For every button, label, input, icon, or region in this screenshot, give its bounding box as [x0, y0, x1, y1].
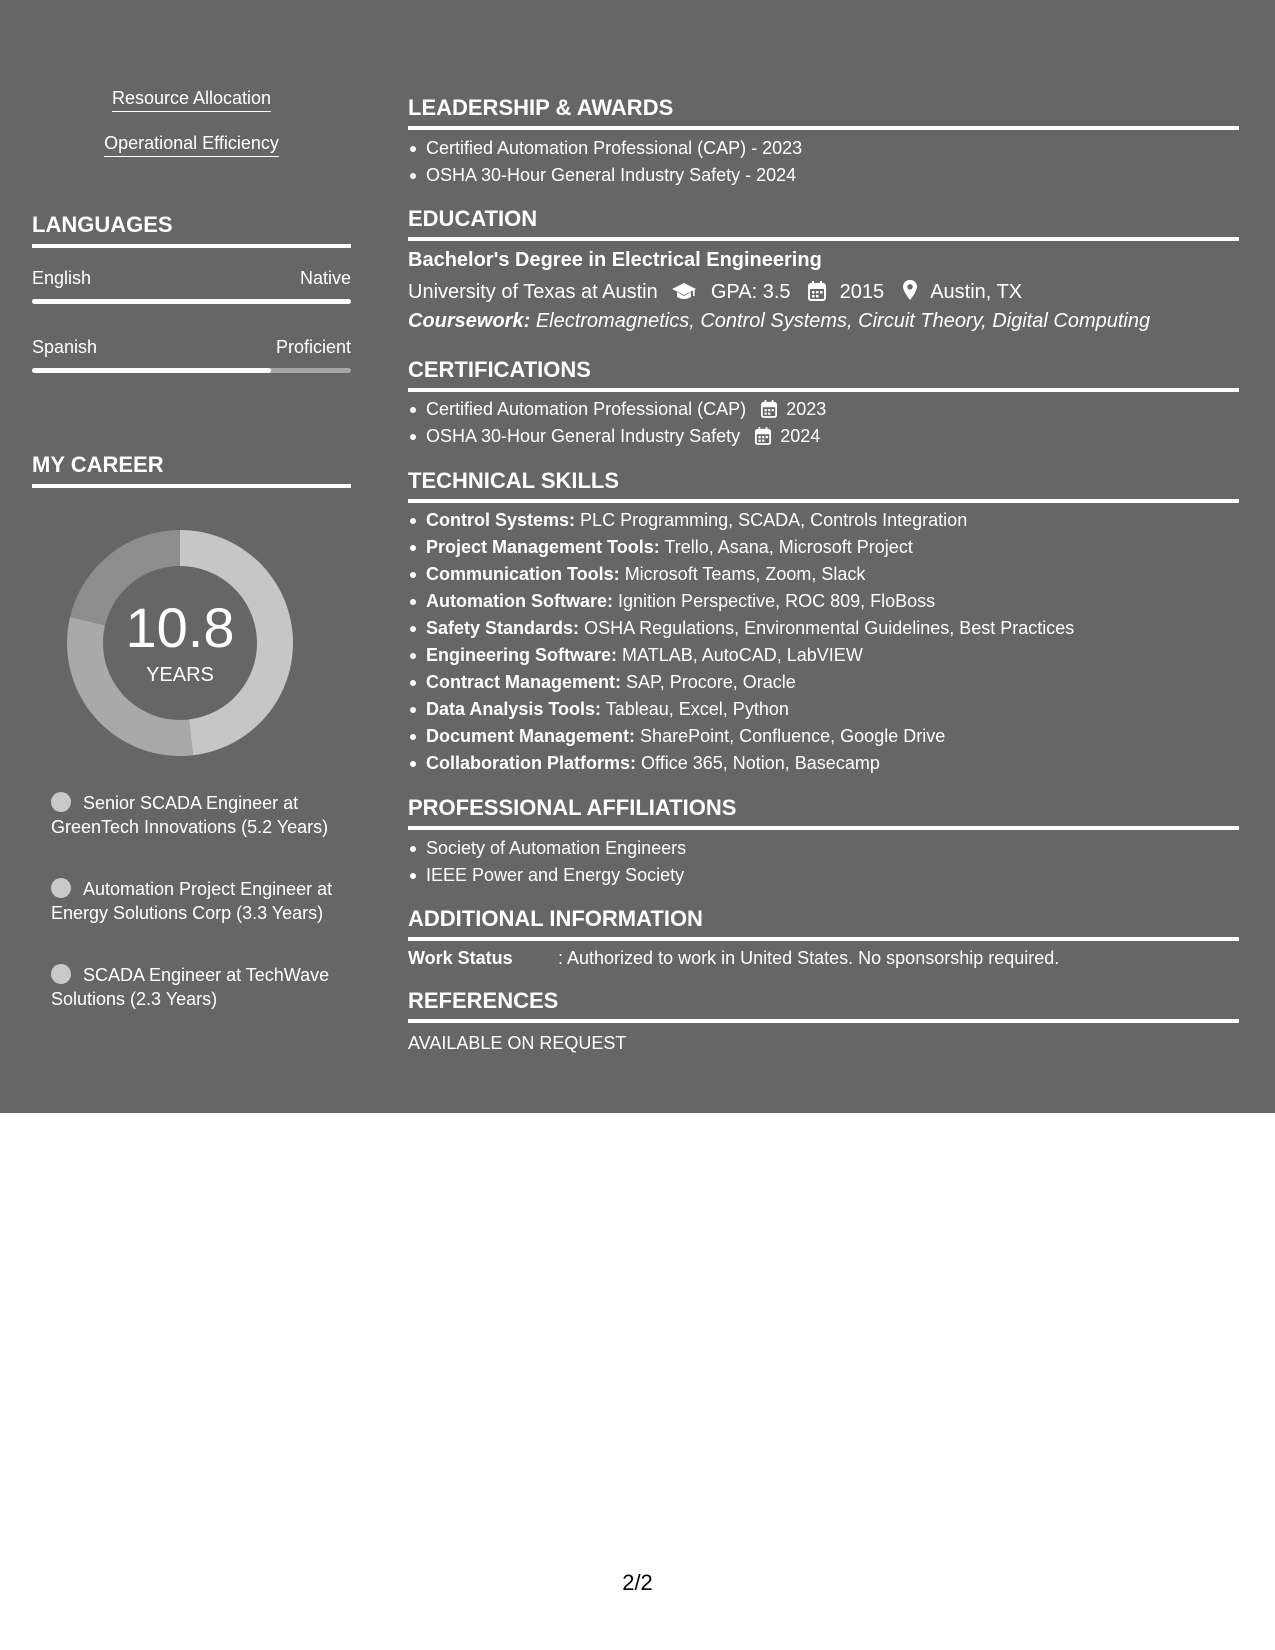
- language-bar-spanish: [32, 368, 351, 373]
- skill-category: Control Systems:: [426, 510, 576, 530]
- list-item: [426, 534, 1074, 561]
- list-item: [426, 696, 1074, 723]
- career-total-years: 10.8: [125, 596, 235, 659]
- education-heading: EDUCATION: [408, 206, 1239, 241]
- certification-name: Certified Automation Professional (CAP): [426, 399, 747, 419]
- skill-values: Ignition Perspective, ROC 809, FloBoss: [618, 591, 936, 611]
- career-legend-dot: [51, 964, 71, 984]
- list-item: [426, 396, 826, 423]
- work-status-label: Work Status: [408, 948, 513, 968]
- skill-category: Collaboration Platforms:: [426, 753, 637, 773]
- coursework-label: Coursework:: [408, 310, 531, 332]
- certification-name: OSHA 30-Hour General Industry Safety: [426, 426, 741, 446]
- skill-category: Document Management:: [426, 726, 636, 746]
- calendar-icon: [761, 400, 777, 418]
- school-location: Austin, TX: [930, 281, 1023, 303]
- career-total-unit: YEARS: [146, 664, 214, 686]
- calendar-icon: [755, 427, 771, 445]
- coursework: [408, 310, 1150, 333]
- career-item-text: Senior SCADA Engineer at GreenTech Innovations (5.2 Years): [51, 793, 329, 837]
- career-item-text: Automation Project Engineer at Energy Solutions Corp (3.3 Years): [51, 879, 333, 923]
- skill-label: Resource Allocation: [112, 88, 271, 112]
- list-item: OSHA 30-Hour General Industry Safety - 2024: [426, 162, 802, 189]
- skill-category: Project Management Tools:: [426, 537, 660, 557]
- certification-year: 2024: [780, 426, 821, 446]
- skill-values: Microsoft Teams, Zoom, Slack: [624, 564, 866, 584]
- language-bar-english: [32, 299, 351, 304]
- skill-category: Safety Standards:: [426, 618, 580, 638]
- languages-heading: LANGUAGES: [32, 212, 351, 248]
- skill-category: Communication Tools:: [426, 564, 620, 584]
- affiliations-heading: PROFESSIONAL AFFILIATIONS: [408, 795, 1239, 830]
- calendar-icon: [808, 281, 826, 301]
- language-level: Native: [299, 268, 351, 288]
- career-heading: MY CAREER: [32, 452, 351, 488]
- certifications-heading: CERTIFICATIONS: [408, 357, 1239, 392]
- gpa: GPA: 3.5: [710, 281, 791, 303]
- page-number: 2/2: [622, 1570, 653, 1595]
- list-item: Society of Automation Engineers: [426, 835, 686, 862]
- list-item: [426, 423, 826, 450]
- language-bar-fill: [32, 368, 271, 373]
- skill-values: Office 365, Notion, Basecamp: [641, 753, 880, 773]
- graduation-year: 2015: [839, 281, 885, 303]
- career-item-text: SCADA Engineer at TechWave Solutions (2.3 Years): [51, 965, 330, 1009]
- language-level: Proficient: [275, 337, 351, 357]
- graduation-cap-icon: [671, 281, 697, 301]
- list-item: [426, 642, 1074, 669]
- affiliations-list: [408, 835, 686, 889]
- skill-link-operational-efficiency[interactable]: [32, 133, 351, 154]
- career-legend-dot: [51, 792, 71, 812]
- skill-values: SharePoint, Confluence, Google Drive: [640, 726, 946, 746]
- coursework-list: Electromagnetics, Control Systems, Circuit Theory, Digital Computing: [535, 310, 1151, 332]
- leadership-heading: LEADERSHIP & AWARDS: [408, 95, 1239, 130]
- language-name: Spanish: [32, 337, 98, 357]
- technical-skills-list: [408, 507, 1074, 777]
- skill-link-resource-allocation[interactable]: [32, 88, 351, 109]
- skill-category: Automation Software:: [426, 591, 613, 611]
- skill-values: Trello, Asana, Microsoft Project: [664, 537, 913, 557]
- language-name: English: [32, 268, 92, 288]
- work-status-row: [408, 948, 1059, 969]
- skill-category: Contract Management:: [426, 672, 622, 692]
- references-text: AVAILABLE ON REQUEST: [408, 1033, 627, 1053]
- skill-values: SAP, Procore, Oracle: [626, 672, 796, 692]
- education-details: [408, 279, 1022, 304]
- list-item: Certified Automation Professional (CAP) - 2023: [426, 135, 802, 162]
- additional-info-heading: ADDITIONAL INFORMATION: [408, 906, 1239, 941]
- skill-values: Tableau, Excel, Python: [605, 699, 789, 719]
- certification-year: 2023: [786, 399, 827, 419]
- skill-label: Operational Efficiency: [104, 133, 279, 157]
- list-item: [426, 750, 1074, 777]
- career-item: [51, 877, 341, 925]
- references-heading: REFERENCES: [408, 988, 1239, 1023]
- skill-values: PLC Programming, SCADA, Controls Integration: [580, 510, 968, 530]
- school-name: University of Texas at Austin: [408, 281, 658, 303]
- list-item: IEEE Power and Energy Society: [426, 862, 686, 889]
- location-pin-icon: [902, 279, 918, 301]
- list-item: [426, 615, 1074, 642]
- list-item: [426, 507, 1074, 534]
- skill-values: OSHA Regulations, Environmental Guidelines, Best Practices: [584, 618, 1075, 638]
- technical-skills-heading: TECHNICAL SKILLS: [408, 468, 1239, 503]
- work-status-value: : Authorized to work in United States. No sponsorship required.: [558, 948, 1060, 968]
- certifications-list: [408, 396, 826, 450]
- list-item: [426, 669, 1074, 696]
- career-item: [51, 791, 341, 839]
- list-item: [426, 723, 1074, 750]
- list-item: [426, 561, 1074, 588]
- list-item: [426, 588, 1074, 615]
- career-legend-dot: [51, 878, 71, 898]
- skill-category: Engineering Software:: [426, 645, 618, 665]
- skill-values: MATLAB, AutoCAD, LabVIEW: [622, 645, 863, 665]
- leadership-list: [408, 135, 802, 189]
- degree-title: Bachelor's Degree in Electrical Engineering: [408, 249, 822, 271]
- skill-category: Data Analysis Tools:: [426, 699, 602, 719]
- career-item: [51, 963, 341, 1011]
- language-bar-fill: [32, 299, 351, 304]
